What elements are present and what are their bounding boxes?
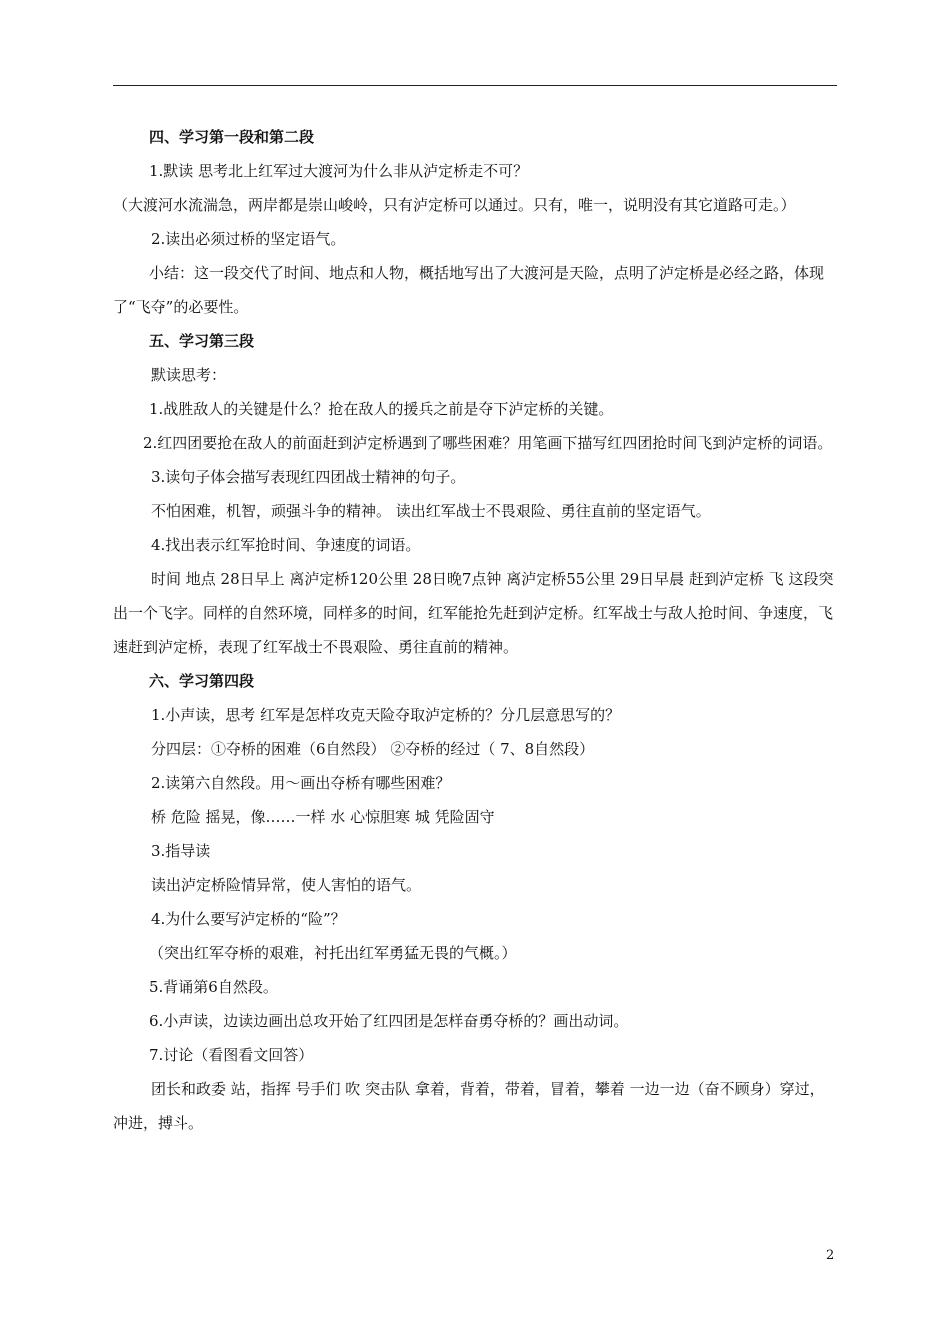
paragraph: 时间 地点 28日早上 离泸定桥120公里 28日晚7点钟 离泸定桥55公里 29日早晨 赶到泸定桥 飞 这段突出一个飞字。同样的自然环境，同样多的时间，红军能抢先赶到泸定桥。红军战士与敌人抢时间、争速度，飞速赶到泸定桥，表现了红军战士不畏艰险、勇往直前的精神。 bbox=[113, 570, 834, 656]
paragraph: 2.红四团要抢在敌人的前面赶到泸定桥遇到了哪些困难？用笔画下描写红四团抢时间飞到泸定桥的词语。 bbox=[143, 434, 833, 452]
section-heading: 五、学习第三段 bbox=[149, 332, 255, 350]
paragraph: 小结：这一段交代了时间、地点和人物，概括地写出了大渡河是天险，点明了泸定桥是必经之路，体现了“飞夺”的必要性。 bbox=[113, 264, 825, 316]
paragraph: 桥 危险 摇晃，像……一样 水 心惊胆寒 城 凭险固守 bbox=[151, 808, 495, 826]
document-body bbox=[113, 120, 837, 1140]
paragraph: 3.指导读 bbox=[151, 842, 211, 860]
header-rule bbox=[113, 85, 837, 86]
paragraph: 分四层：①夺桥的困难（6自然段） ②夺桥的经过（ 7、8自然段） bbox=[151, 740, 595, 758]
paragraph: 6.小声读，边读边画出总攻开始了红四团是怎样奋勇夺桥的？画出动词。 bbox=[149, 1012, 629, 1030]
paragraph: （突出红军夺桥的艰难，衬托出红军勇猛无畏的气概。） bbox=[149, 944, 517, 962]
paragraph: 1.默读 思考北上红军过大渡河为什么非从泸定桥走不可？ bbox=[149, 162, 529, 180]
paragraph: 不怕困难，机智，顽强斗争的精神。 读出红军战士不畏艰险、勇往直前的坚定语气。 bbox=[151, 502, 711, 520]
paragraph: 1.小声读，思考 红军是怎样攻克天险夺取泸定桥的？分几层意思写的？ bbox=[151, 706, 621, 724]
paragraph: 1.战胜敌人的关键是什么？抢在敌人的援兵之前是夺下泸定桥的关键。 bbox=[149, 400, 614, 418]
paragraph: 3.读句子体会描写表现红四团战士精神的句子。 bbox=[151, 468, 466, 486]
paragraph: （大渡河水流湍急，两岸都是崇山峻岭，只有泸定桥可以通过。只有，唯一，说明没有其它道路可走。） bbox=[113, 196, 796, 214]
paragraph: 2.读第六自然段。用～画出夺桥有哪些困难？ bbox=[151, 774, 451, 792]
paragraph: 读出泸定桥险情异常，使人害怕的语气。 bbox=[151, 876, 422, 894]
paragraph: 2.读出必须过桥的坚定语气。 bbox=[151, 230, 346, 248]
section-heading: 四、学习第一段和第二段 bbox=[149, 128, 315, 146]
paragraph: 团长和政委 站，指挥 号手们 吹 突击队 拿着，背着，带着，冒着，攀着 一边一边（奋不顾身）穿过，冲进，搏斗。 bbox=[113, 1080, 825, 1132]
paragraph: 4.找出表示红军抢时间、争速度的词语。 bbox=[151, 536, 421, 554]
paragraph: 7.讨论（看图看文回答） bbox=[149, 1046, 314, 1064]
paragraph: 4.为什么要写泸定桥的“险”？ bbox=[151, 910, 346, 928]
page-number: 2 bbox=[826, 1248, 835, 1263]
paragraph: 5.背诵第6自然段。 bbox=[149, 978, 278, 996]
paragraph: 默读思考： bbox=[151, 366, 227, 384]
section-heading: 六、学习第四段 bbox=[149, 672, 255, 690]
